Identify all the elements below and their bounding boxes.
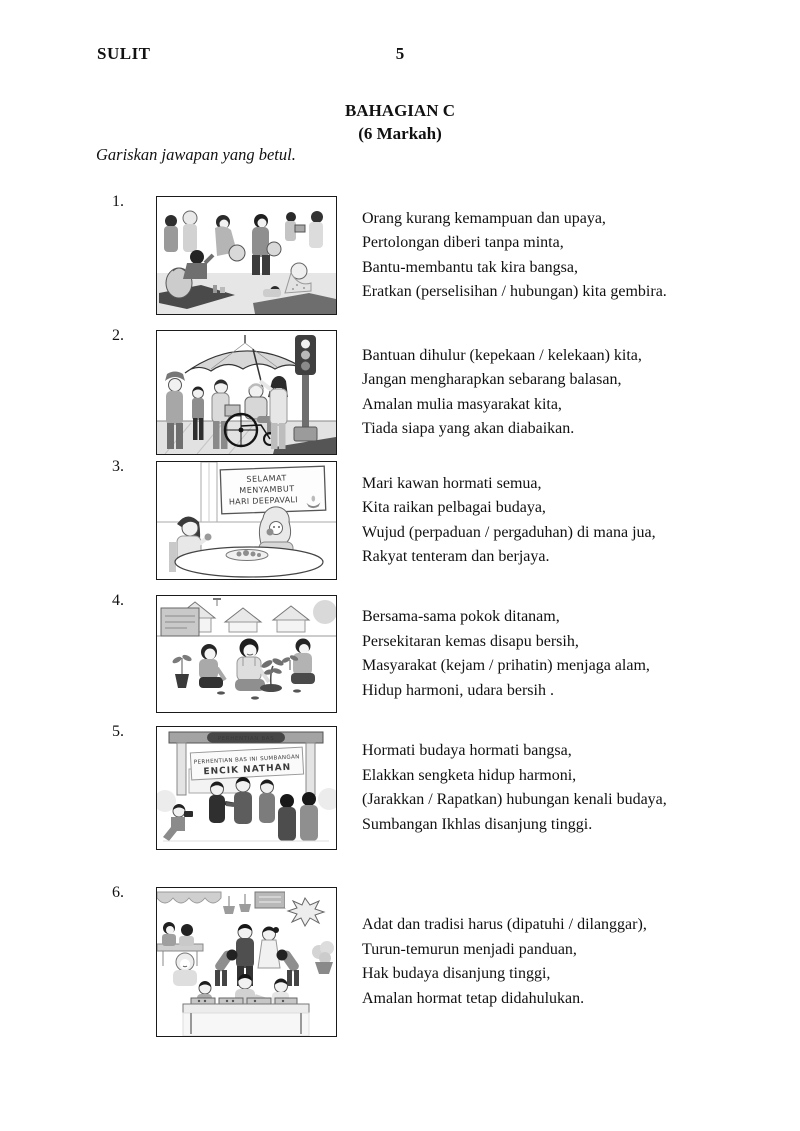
- poem-line: Hormati budaya hormati bangsa,: [362, 742, 572, 759]
- poem-line: Tiada siapa yang akan diabaikan.: [362, 420, 575, 437]
- deepavali-meal-scene-illustration: [156, 461, 337, 580]
- deepavali-sign-line-2: MENYAMBUT: [239, 484, 295, 496]
- section-marks: (6 Markah): [358, 124, 442, 143]
- poem-line: Kita raikan pelbagai budaya,: [362, 499, 546, 516]
- banner-line-1: PERHENTIAN BAS INI SUMBANGAN: [193, 754, 300, 766]
- stall-signboard: [255, 892, 285, 908]
- poem-line: Turun-temurun menjadi panduan,: [362, 940, 577, 958]
- question-number: 4.: [112, 592, 124, 609]
- question-number: 1.: [112, 193, 124, 210]
- question-number: 3.: [112, 458, 124, 475]
- poem-line: Amalan mulia masyarakat kita,: [362, 395, 562, 413]
- section-title: BAHAGIAN C: [344, 101, 456, 120]
- bus-stop-sign-text: PERHENTIAN BAS: [217, 736, 275, 742]
- poem-line: Persekitaran kemas disapu bersih,: [362, 632, 579, 650]
- poem-line: Hidup harmoni, udara bersih .: [362, 681, 554, 699]
- poem-line: (Jarakkan / Rapatkan) hubungan kenali budaya,: [362, 791, 667, 808]
- poem-text: [362, 472, 656, 570]
- donation-banner: [190, 747, 303, 780]
- page-number: 5: [395, 44, 405, 63]
- deepavali-sign-line-3: HARI DEEPAVALI: [228, 495, 298, 507]
- classification-label: SULIT: [97, 44, 151, 63]
- bus-stop-donation-scene-illustration: [156, 726, 337, 850]
- poem-line: Masyarakat (kejam / prihatin) menjaga alam,: [362, 657, 650, 674]
- deepavali-sign-line-1: SELAMAT: [246, 473, 287, 484]
- poem-line: Wujud (perpaduan / pergaduhan) di mana jua,: [362, 523, 656, 541]
- section-header: [0, 99, 800, 145]
- poem-line: Mari kawan hormati semua,: [362, 474, 542, 492]
- question-number: 2.: [112, 327, 124, 344]
- poem-line: Jangan mengharapkan sebarang balasan,: [362, 371, 622, 388]
- question-row-1: [0, 193, 800, 314]
- question-number: 5.: [112, 723, 124, 740]
- poem-line: Adat dan tradisi harus (dipatuhi / dilanggar),: [362, 916, 647, 933]
- question-row-3: [0, 458, 800, 579]
- poem-line: Eratkan (perselisihan / hubungan) kita gembira.: [362, 283, 667, 300]
- poem-text: [362, 207, 667, 305]
- poem-text: [362, 344, 642, 442]
- poem-line: Rakyat tenteram dan berjaya.: [362, 548, 550, 565]
- poem-line: Pertolongan diberi tanpa minta,: [362, 234, 564, 251]
- poem-line: Sumbangan Ikhlas disanjung tinggi.: [362, 815, 593, 833]
- poem-line: Bersama-sama pokok ditanam,: [362, 608, 560, 625]
- crossing-road-scene-illustration: [156, 330, 337, 455]
- camera-icon: [184, 811, 193, 817]
- question-row-4: [0, 592, 800, 712]
- poem-line: Hak budaya disanjung tinggi,: [362, 965, 551, 982]
- poem-text: [362, 605, 650, 703]
- tree-planting-scene-illustration: [156, 595, 337, 713]
- poem-line: Bantuan dihulur (kepekaan / kelekaan) kita,: [362, 346, 642, 364]
- question-number: 6.: [112, 884, 124, 901]
- question-row-6: [0, 884, 800, 1036]
- poem-line: Orang kurang kemampuan dan upaya,: [362, 209, 606, 227]
- poem-line: Bantu-membantu tak kira bangsa,: [362, 258, 578, 276]
- poem-line: Amalan hormat tetap didahulukan.: [362, 989, 585, 1007]
- poem-text: [362, 913, 647, 1011]
- donation-scene-illustration: [156, 196, 337, 315]
- festive-market-scene-illustration: [156, 887, 337, 1037]
- poem-text: [362, 739, 667, 837]
- banner-line-2: ENCIK NATHAN: [203, 762, 292, 778]
- question-row-5: [0, 723, 800, 849]
- poem-line: Elakkan sengketa hidup harmoni,: [362, 766, 577, 784]
- question-row-2: [0, 327, 800, 454]
- instruction-text: Gariskan jawapan yang betul.: [96, 145, 296, 164]
